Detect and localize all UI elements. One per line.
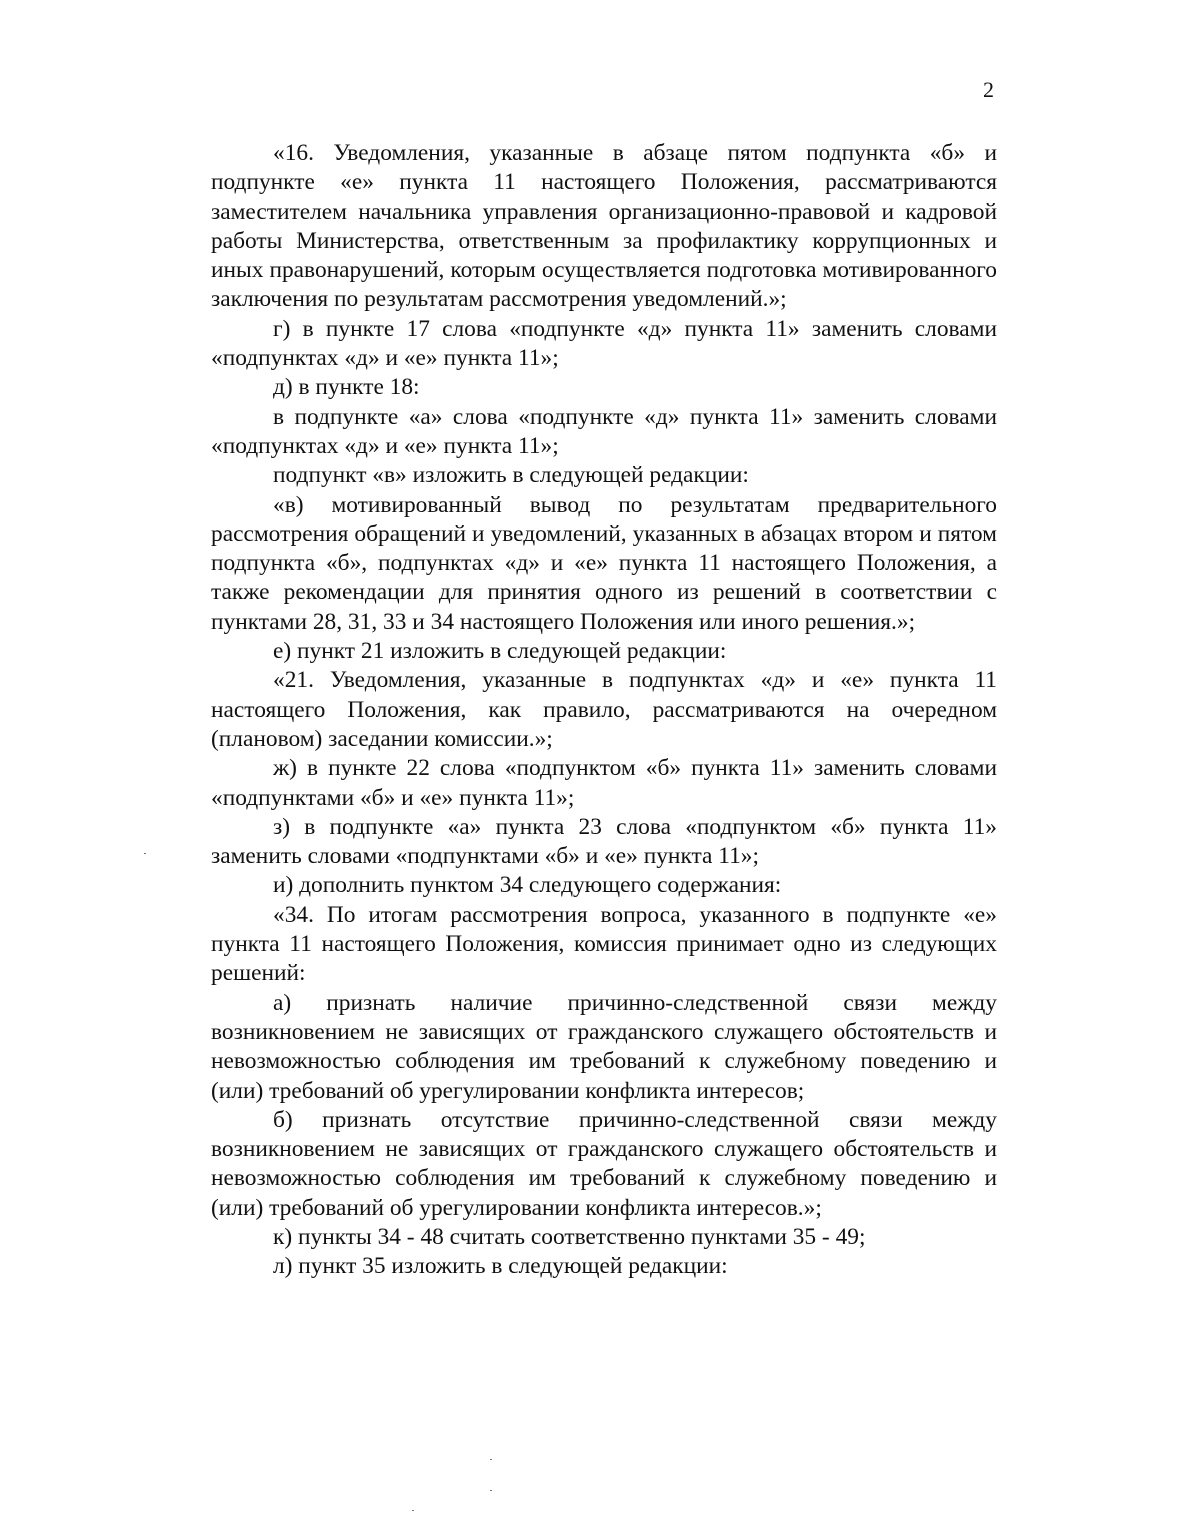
paragraph: «в) мотивированный вывод по результатам предварительного рассмотрения обращений и уведомлений, указанных в абзацах втором и пятом подпункта «б», подпунктах «д» и «е» пункта 11 настоящего Положения, а также рекомендации для принятия одного из решений в соответствии с пунктами 28, 31, 33 и 34 настоящего Положения или иного решения.»; bbox=[211, 491, 997, 635]
paragraph: г) в пункте 17 слова «подпункте «д» пункта 11» заменить словами «подпунктах «д» и «е» пункта 11»; bbox=[211, 315, 997, 372]
paragraph: б) признать отсутствие причинно-следственной связи между возникновением не зависящих от гражданского служащего обстоятельств и невозможностью соблюдения им требований к служебному поведению и (или) требований об урегулировании конфликта интересов.»; bbox=[211, 1106, 997, 1221]
paragraph: ж) в пункте 22 слова «подпунктом «б» пункта 11» заменить словами «подпунктами «б» и «е» пункта 11»; bbox=[211, 755, 997, 811]
paragraph: «21. Уведомления, указанные в подпунктах «д» и «е» пункта 11 настоящего Положения, как правило, рассматриваются на очередном (плановом) заседании комиссии.»; bbox=[211, 667, 997, 752]
scan-speck bbox=[144, 853, 146, 854]
paragraph: л) пункт 35 изложить в следующей редакции: bbox=[273, 1253, 728, 1280]
paragraph: «16. Уведомления, указанные в абзаце пятом подпункта «б» и подпункте «е» пункта 11 настоящего Положения, рассматриваются заместителем начальника управления организационно-правовой и кадровой работы Министерства, ответственным за профилактику коррупционных и иных правонарушений, которым осуществляется подготовка мотивированного заключения по результатам рассмотрения уведомлений.»; bbox=[211, 140, 997, 313]
scan-speck bbox=[490, 1490, 492, 1491]
paragraph: к) пункты 34 - 48 считать соответственно пунктами 35 - 49; bbox=[273, 1223, 866, 1250]
paragraph: а) признать наличие причинно-следственной связи между возникновением не зависящих от гражданского служащего обстоятельств и невозможностью соблюдения им требований к служебному поведению и (или) требований об урегулировании конфликта интересов; bbox=[211, 989, 997, 1104]
paragraph: и) дополнить пунктом 34 следующего содержания: bbox=[273, 872, 782, 899]
paragraph: д) в пункте 18: bbox=[273, 374, 420, 401]
scan-speck bbox=[490, 1459, 492, 1460]
paragraph: е) пункт 21 изложить в следующей редакции: bbox=[273, 638, 727, 665]
paragraph: «34. По итогам рассмотрения вопроса, указанного в подпункте «е» пункта 11 настоящего Положения, комиссия принимает одно из следующих решений: bbox=[211, 901, 997, 987]
page-number: 2 bbox=[983, 77, 994, 102]
paragraph: подпункт «в» изложить в следующей редакции: bbox=[273, 462, 749, 489]
scan-speck bbox=[412, 1510, 414, 1511]
document-body bbox=[211, 139, 997, 1282]
paragraph: з) в подпункте «а» пункта 23 слова «подпунктом «б» пункта 11» заменить словами «подпунктами «б» и «е» пункта 11»; bbox=[211, 813, 997, 870]
paragraph: в подпункте «а» слова «подпункте «д» пункта 11» заменить словами «подпунктах «д» и «е» пункта 11»; bbox=[211, 403, 997, 459]
